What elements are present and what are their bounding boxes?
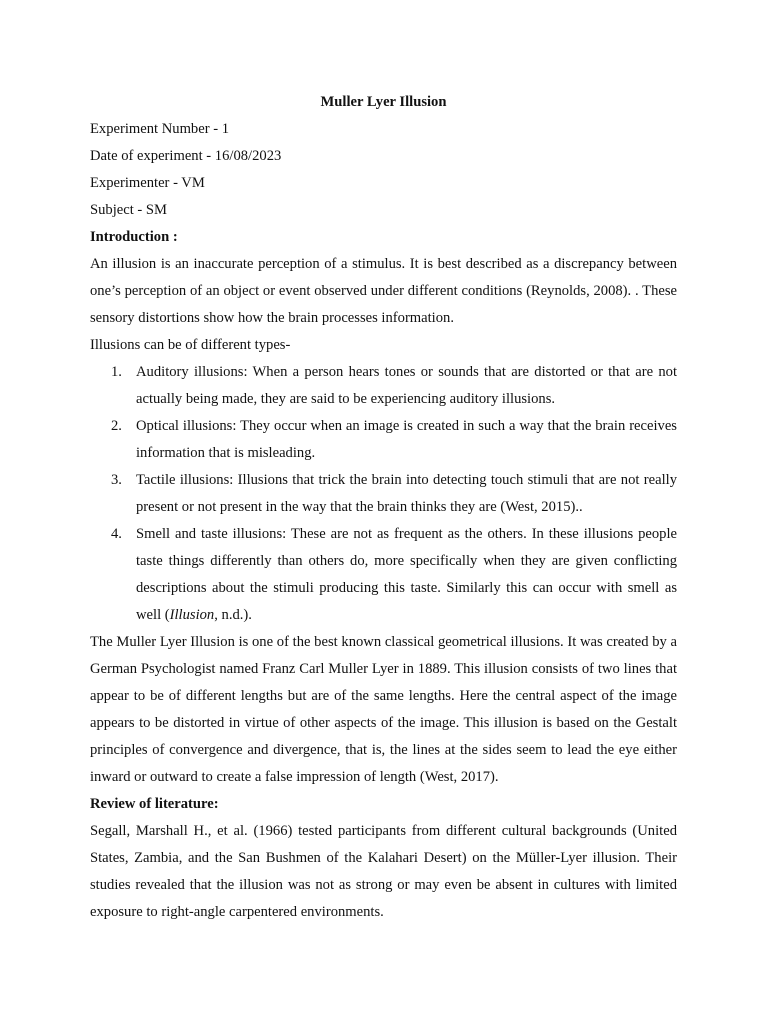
document-page — [90, 89, 677, 926]
list-text-start: Smell and taste illusions: These are not as frequent as the others. In these illusions people taste things differently than others do, more specifically when they are given conflicting descriptions about the stimuli producing this taste. Similarly this can occur with smell as well ( — [136, 526, 677, 623]
types-intro: Illusions can be of different types- — [90, 337, 291, 353]
document-title: Muller Lyer Illusion — [320, 94, 447, 110]
meta-experimenter: Experimenter - VM — [90, 175, 205, 191]
meta-subject: Subject - SM — [90, 202, 168, 218]
list-number: 1. — [111, 364, 122, 380]
review-heading: Review of literature: — [90, 796, 219, 812]
list-number: 2. — [111, 418, 122, 434]
list-text: Optical illusions: They occur when an image is created in such a way that the brain receives information that is misleading. — [136, 418, 677, 461]
list-item — [90, 521, 677, 629]
list-text: Tactile illusions: Illusions that trick the brain into detecting touch stimuli that are not really present or not present in the way that the brain thinks they are (West, 2015).. — [136, 472, 677, 515]
introduction-heading: Introduction : — [90, 229, 178, 245]
list-text-italic: Illusion — [169, 607, 215, 623]
list-item — [90, 413, 677, 467]
list-item — [90, 359, 677, 413]
list-number: 3. — [111, 472, 122, 488]
review-paragraph: Segall, Marshall H., et al. (1966) tested participants from different cultural backgrounds (United States, Zambia, and the San Bushmen of the Kalahari Desert) on the Müller-Lyer illusion. Their studies revealed that the illusion was not as strong or may even be absent in cultures with limited exposure to right-angle carpentered environments. — [90, 823, 677, 920]
list-text-end: , n.d.). — [214, 607, 252, 623]
intro-paragraph: An illusion is an inaccurate perception of a stimulus. It is best described as a discrepancy between one’s perception of an object or event observed under different conditions (Reynolds, 2008). . These sensory distortions show how the brain processes information. — [90, 256, 677, 326]
list-text: Auditory illusions: When a person hears tones or sounds that are distorted or that are not actually being made, they are said to be experiencing auditory illusions. — [136, 364, 677, 407]
illusion-types-list — [90, 359, 677, 629]
meta-experiment-number: Experiment Number - 1 — [90, 121, 230, 137]
list-item — [90, 467, 677, 521]
muller-paragraph: The Muller Lyer Illusion is one of the best known classical geometrical illusions. It was created by a German Psychologist named Franz Carl Muller Lyer in 1889. This illusion consists of two lines that appear to be of different lengths but are of the same lengths. Here the central aspect of the image appears to be distorted in virtue of other aspects of the image. This illusion is based on the Gestalt principles of convergence and divergence, that is, the lines at the sides seem to lead the eye either inward or outward to create a false impression of length (West, 2017). — [90, 634, 677, 785]
list-number: 4. — [111, 526, 122, 542]
meta-date: Date of experiment - 16/08/2023 — [90, 148, 282, 164]
